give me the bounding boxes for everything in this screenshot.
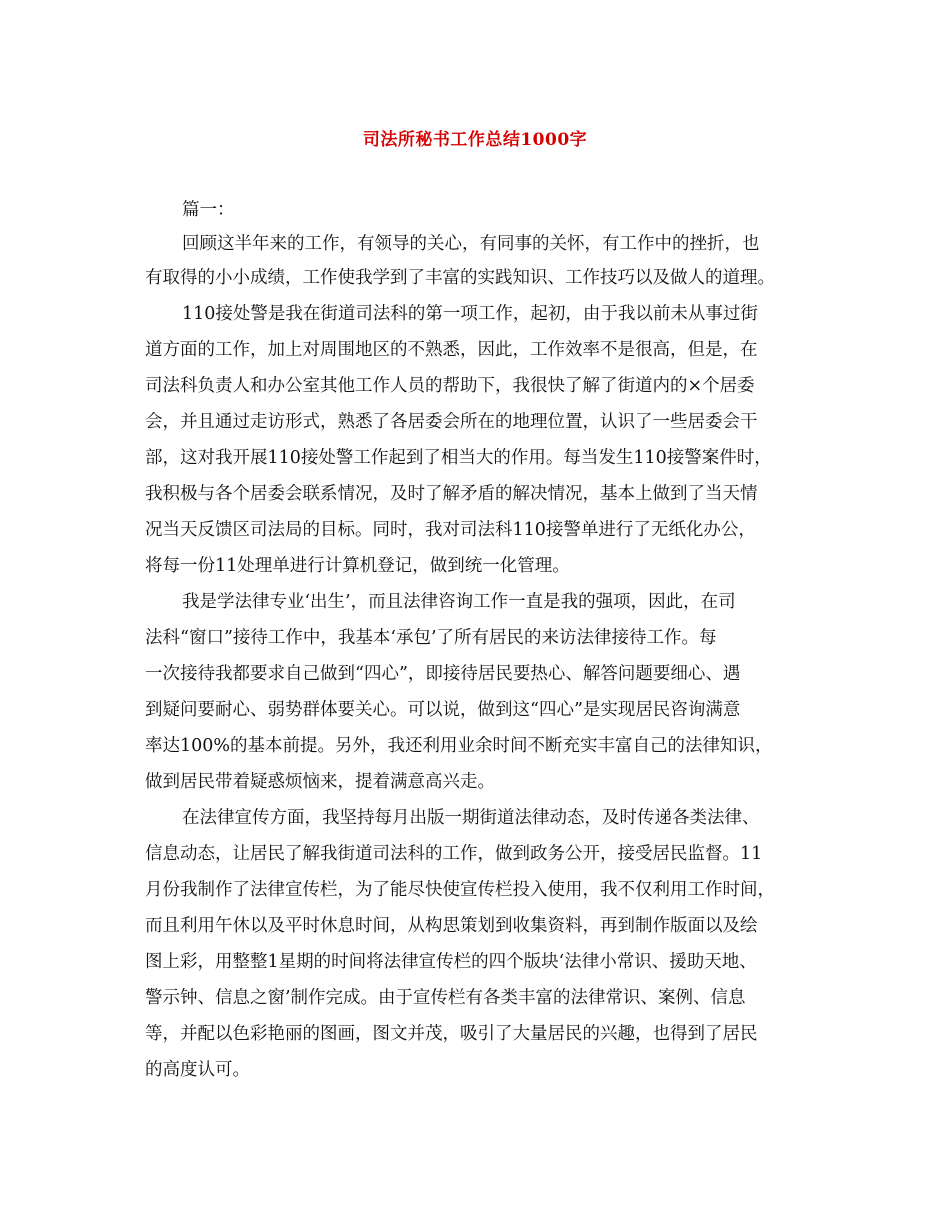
paragraph-line: 道方面的工作，加上对周围地区的不熟悉，因此，工作效率不是很高，但是，在 <box>145 340 758 360</box>
paragraph-line: 图上彩，用整整1星期的时间将法律宣传栏的四个版块‘法律小常识、援助天地、 <box>145 952 757 972</box>
paragraph-line: 的高度认可。 <box>145 1060 250 1080</box>
paragraph-line: 我是学法律专业‘出生’，而且法律咨询工作一直是我的强项，因此，在司 <box>182 592 736 612</box>
document-title: 司法所秘书工作总结1000字 <box>362 130 588 150</box>
paragraph-line: 做到居民带着疑惑烦恼来，提着满意高兴走。 <box>145 772 495 792</box>
paragraph-line: 信息动态，让居民了解我街道司法科的工作，做到政务公开，接受居民监督。11 <box>145 844 763 864</box>
paragraph-line: 将每一份11处理单进行计算机登记，做到统一化管理。 <box>145 556 570 576</box>
paragraph-line: 回顾这半年来的工作，有领导的关心，有同事的关怀，有工作中的挫折，也 <box>182 234 760 254</box>
paragraph-line: 会，并且通过走访形式，熟悉了各居委会所在的地理位置，认识了一些居委会干 <box>145 412 758 432</box>
paragraph-line: 法科“窗口”接待工作中，我基本‘承包’了所有居民的来访法律接待工作。每 <box>145 628 717 648</box>
paragraph-line: 一次接待我都要求自己做到“四心”，即接待居民要热心、解答问题要细心、遇 <box>145 664 741 684</box>
paragraph-line: 警示钟、信息之窗’制作完成。由于宣传栏有各类丰富的法律常识、案例、信息 <box>145 988 746 1008</box>
paragraph-line: 110接处警是我在街道司法科的第一项工作，起初，由于我以前未从事过街 <box>182 304 758 324</box>
paragraph-line: 在法律宣传方面，我坚持每月出版一期街道法律动态，及时传递各类法律、 <box>182 808 760 828</box>
paragraph-line: 有取得的小小成绩，工作使我学到了丰富的实践知识、工作技巧以及做人的道理。 <box>145 268 775 288</box>
paragraph-line: 司法科负责人和办公室其他工作人员的帮助下，我很快了解了街道内的×个居委 <box>145 376 755 396</box>
paragraph-line: 率达100%的基本前提。另外，我还利用业余时间不断充实丰富自己的法律知识， <box>145 736 773 756</box>
paragraph-line: 部，这对我开展110接处警工作起到了相当大的作用。每当发生110接警案件时， <box>145 448 772 468</box>
paragraph-line: 到疑问要耐心、弱势群体要关心。可以说，做到这“四心”是实现居民咨询满意 <box>145 700 741 720</box>
section-heading: 篇一： <box>182 200 235 220</box>
paragraph-line: 等，并配以色彩艳丽的图画，图文并茂，吸引了大量居民的兴趣，也得到了居民 <box>145 1024 758 1044</box>
paragraph-line: 月份我制作了法律宣传栏，为了能尽快使宣传栏投入使用，我不仅利用工作时间， <box>145 880 775 900</box>
paragraph-line: 而且利用午休以及平时休息时间，从构思策划到收集资料，再到制作版面以及绘 <box>145 916 758 936</box>
paragraph-line: 我积极与各个居委会联系情况，及时了解矛盾的解决情况，基本上做到了当天情 <box>145 484 758 504</box>
paragraph-line: 况当天反馈区司法局的目标。同时，我对司法科110接警单进行了无纸化办公， <box>145 520 756 540</box>
